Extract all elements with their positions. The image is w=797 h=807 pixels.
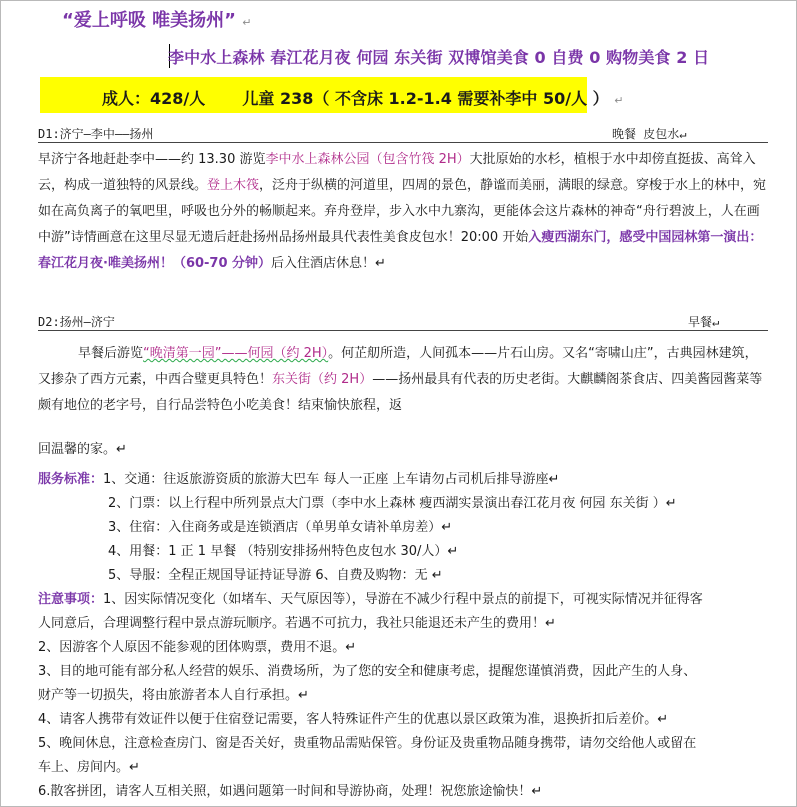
- service-item-1: 1、交通：往返旅游资质的旅游大巴车 每人一正座 上车请勿占司机后排导游座↵: [103, 472, 560, 487]
- note-2: 2、因游客个人原因不能参观的团体购票，费用不退。↵: [38, 640, 357, 655]
- note-1a: 1、因实际情况变化（如堵车、天气原因等），导游在不减少行程中景点的前提下，可视实际情况并征得客: [103, 592, 703, 607]
- day1-description: [38, 147, 768, 277]
- day2-text-a: 早餐后游览: [78, 346, 144, 361]
- note-3b: 财产等一切损失，将由旅游者本人自行承担。↵: [38, 688, 309, 703]
- day1-text-d: 后入住酒店休息！↵: [271, 256, 386, 271]
- day2-highlight-dongguan: 东关街（约 2H）: [272, 372, 373, 387]
- service-item-3: 3、住宿：入住商务或是连锁酒店（单男单女请补单房差）↵: [108, 520, 453, 535]
- day1-highlight-show: 入瘦西湖东门，感受中国园林第一演出：春江花月夜·唯美扬州！（60-70 分钟）: [38, 230, 763, 271]
- day1-highlight-forest: 李中水上森林公园（包含竹筏 2H）: [265, 152, 470, 167]
- day1-meals: 晚餐 皮包水↵: [612, 127, 687, 141]
- note-4: 4、请客人携带有效证件以便于住宿登记需要，客人特殊证件产生的优惠以景区政策为准，退换折扣后差价。↵: [38, 712, 669, 727]
- notes-label: 注意事项：: [38, 592, 104, 607]
- day2-highlight-heyuan: “晚清第一园”——何园（约 2H）: [143, 346, 329, 361]
- note-1b: 人同意后，合理调整行程中景点游玩顺序。若遇不可抗力，我社只能退还未产生的费用！↵: [38, 616, 556, 631]
- day2-underline: [38, 330, 768, 331]
- notes-line-1: [38, 588, 703, 607]
- day1-highlight-raft: 登上木筏: [207, 178, 260, 193]
- price-banner: [40, 77, 624, 113]
- itinerary-subtitle: 李中水上森林 春江花月夜 何园 东关街 双博馆美食 0 自费 0 购物美食 2 日: [168, 48, 710, 67]
- price-text: [102, 86, 623, 109]
- day2-description: [38, 341, 768, 419]
- day2-text-c: ——扬州最具有代表的历史老街。大麒麟阁茶食店、四美酱园酱菜等颇有地位的老字号，自行品尝特色小吃美食！结束愉快旅程，返: [38, 372, 763, 413]
- day2-meals: 早餐↵: [688, 315, 720, 329]
- day1-text-c: ，泛舟于纵横的河道里，四周的景色，静谧而美丽，满眼的绿意。穿梭于水上的林中，宛如在高负离子的氧吧里，呼吸也分外的畅顺起来。弃舟登岸，步入水中九寨沟，更能体会这片森林的神奇“舟行碧波上，人在画中游”诗情画意在这里尽显无遗后赶赴扬州品扬州最具代表性美食皮包水！20:00 开始: [38, 178, 767, 245]
- note-5b: 车上、房间内。↵: [38, 760, 140, 775]
- day1-text-a: 早济宁各地赶赴李中——约 13.30 游览: [38, 152, 266, 167]
- day1-text-b: 大批原始的水杉，植根于水中却傍直挺拔、高耸入云，构成一道独特的风景线。: [38, 152, 756, 193]
- service-item-2: 2、门票：以上行程中所列景点大门票（李中水上森林 瘦西湖实景演出春江花月夜 何园 东关街 ）↵: [108, 496, 677, 511]
- service-standard-line-1: [38, 468, 559, 487]
- price-adult: 成人：428/人: [102, 89, 206, 108]
- document-title: [62, 6, 251, 32]
- day2-closing: 回温馨的家。↵: [38, 442, 127, 457]
- paragraph-mark: ↵: [242, 16, 252, 29]
- paragraph-mark: ↵: [614, 94, 624, 107]
- service-item-5: 5、导服：全程正规国导证持证导游 6、自费及购物：无 ↵: [108, 568, 443, 583]
- day2-text-b: 。何芷舠所造，人间孤本——片石山房。又名“寄啸山庄”，古典园林建筑，又掺杂了西方元素，中西合璧更具特色！: [38, 346, 758, 387]
- note-5a: 5、晚间休息，注意检查房门、窗是否关好，贵重物品需贴保管。身份证及贵重物品随身携带，请勿交给他人或留在: [38, 736, 697, 751]
- service-item-4: 4、用餐：1 正 1 早餐 （特别安排扬州特色皮包水 30/人）↵: [108, 544, 459, 559]
- note-3a: 3、目的地可能有部分私人经营的娱乐、消费场所，为了您的安全和健康考虑，提醒您谨慎消费，因此产生的人身、: [38, 664, 697, 679]
- price-child: 儿童 238（ 不含床 1.2-1.4 需要补李中 50/人 ）: [242, 89, 609, 108]
- service-label: 服务标准：: [38, 472, 104, 487]
- day1-title: D1:济宁—李中——扬州: [38, 127, 154, 141]
- note-6: 6.散客拼团，请客人互相关照，如遇问题第一时间和导游协商，处理！祝您旅途愉快！↵: [38, 784, 543, 799]
- day2-title: D2:扬州—济宁: [38, 315, 115, 329]
- day1-underline: [38, 142, 768, 143]
- title-text: “爱上呼吸 唯美扬州”: [62, 10, 236, 31]
